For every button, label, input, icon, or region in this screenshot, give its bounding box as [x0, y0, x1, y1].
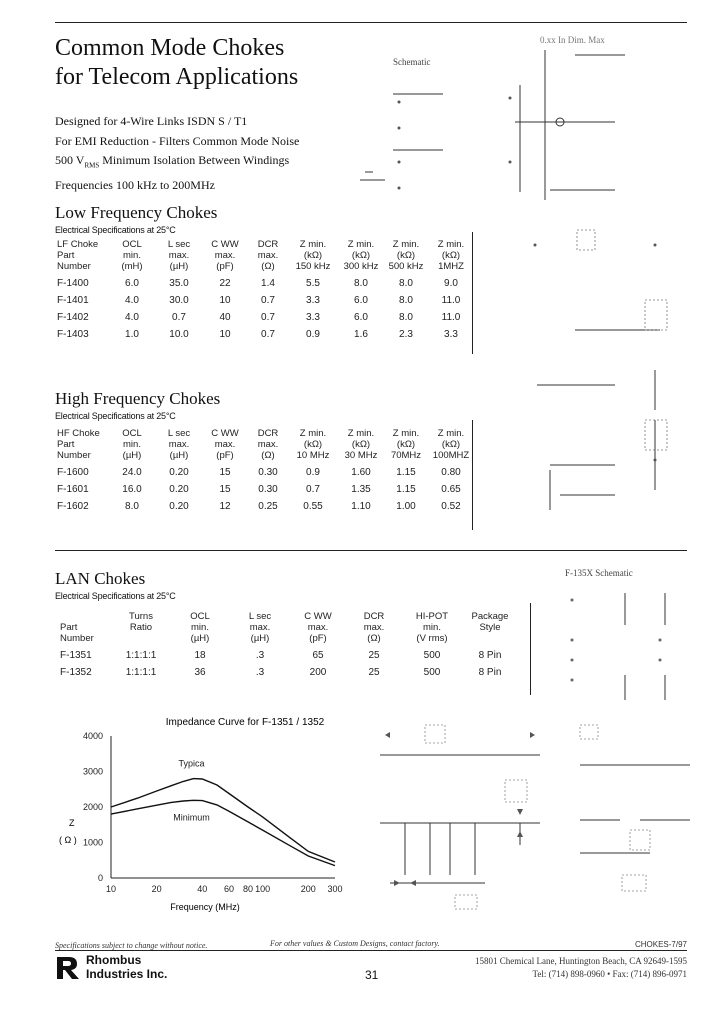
lan-chokes-table	[60, 611, 518, 681]
table-cell: 0.55	[303, 501, 323, 512]
header-cell: (pF)	[309, 633, 327, 644]
table-cell: 0.9	[306, 329, 320, 340]
y-tick-label: 2000	[82, 802, 103, 812]
company-line-2: Industries Inc.	[86, 967, 168, 981]
company-address	[475, 955, 687, 981]
y-axis-unit: ( Ω )	[59, 835, 77, 845]
table-header-row	[60, 633, 518, 647]
header-cell: L sec	[248, 611, 272, 622]
header-cell: Z min.	[347, 239, 375, 250]
table-header-row	[57, 450, 475, 464]
table-cell: 1.35	[351, 484, 371, 495]
dimension-note: 0.xx In Dim. Max	[540, 35, 605, 45]
table-divider	[530, 603, 531, 695]
table-cell: 15	[219, 467, 231, 478]
intro-rms: RMS	[84, 161, 100, 170]
table-cell: 0.30	[258, 484, 278, 495]
table-divider	[472, 232, 473, 354]
header-cell: Z min.	[299, 239, 327, 250]
intro-line: Designed for 4-Wire Links ISDN S / T1	[55, 114, 248, 128]
header-cell: LF Choke	[57, 239, 99, 250]
header-cell: Ratio	[129, 622, 153, 633]
top-rule	[55, 22, 687, 23]
header-cell: (pF)	[216, 450, 234, 461]
intro-line	[55, 151, 299, 176]
table-cell: 9.0	[444, 278, 458, 289]
x-tick-label: 10	[105, 884, 117, 894]
header-cell: OCL	[122, 428, 142, 439]
part-number: F-1400	[57, 278, 89, 289]
header-cell: max.	[257, 250, 279, 261]
header-cell: (kΩ)	[396, 250, 416, 261]
header-cell: Number	[57, 261, 91, 272]
table-cell: 0.9	[306, 467, 320, 478]
header-cell: 100MHZ	[432, 450, 470, 461]
header-cell: (V rms)	[416, 633, 448, 644]
table-header-row	[57, 239, 475, 250]
header-cell: C WW	[304, 611, 332, 622]
lan-chokes-title: LAN Chokes	[55, 569, 146, 588]
header-cell: (Ω)	[261, 261, 275, 272]
lan-schematic-label: F-135X Schematic	[565, 568, 633, 578]
part-number: F-1601	[57, 484, 89, 495]
header-cell: L sec	[167, 239, 191, 250]
x-tick-label: 60	[223, 884, 235, 894]
phone-fax: Tel: (714) 898-0960 • Fax: (714) 896-0971	[532, 969, 687, 979]
table-cell: 4.0	[125, 295, 139, 306]
part-number: F-1401	[57, 295, 89, 306]
intro-voltage: 500 V	[55, 153, 85, 167]
impedance-chart	[55, 712, 355, 917]
table-cell: 8.0	[125, 501, 139, 512]
table-cell: 10.0	[169, 329, 189, 340]
header-cell: HF Choke	[57, 428, 100, 439]
table-cell: 500	[423, 667, 441, 678]
table-row	[57, 292, 475, 309]
header-cell: max.	[168, 250, 190, 261]
table-cell: 11.0	[441, 295, 461, 306]
table-cell: 3.3	[444, 329, 458, 340]
header-cell: DCR	[363, 611, 385, 622]
low-frequency-title: Low Frequency Chokes	[55, 203, 218, 222]
header-cell	[60, 611, 112, 622]
y-tick-label: 0	[97, 873, 103, 883]
high-frequency-subtitle: Electrical Specifications at 25°C	[55, 411, 176, 421]
table-cell: 24.0	[122, 467, 142, 478]
header-cell: (kΩ)	[303, 250, 323, 261]
header-cell	[462, 633, 518, 647]
header-cell: Z min.	[392, 239, 420, 250]
table-cell: 500	[423, 650, 441, 661]
header-cell: (mH)	[121, 261, 143, 272]
table-row	[60, 647, 518, 664]
series-line-typical	[111, 779, 335, 862]
low-frequency-table	[57, 239, 475, 343]
table-cell: 1:1:1:1	[125, 667, 157, 678]
header-cell: Package	[471, 611, 509, 622]
header-cell: (kΩ)	[396, 439, 416, 450]
part-number: F-1351	[60, 650, 92, 661]
header-cell: 10 MHz	[296, 450, 330, 461]
table-cell: 1.6	[354, 329, 368, 340]
header-cell: min.	[423, 622, 441, 633]
table-row	[60, 664, 518, 681]
series-label: Minimum	[173, 812, 210, 823]
part-number: F-1602	[57, 501, 89, 512]
table-cell: 0.65	[441, 484, 461, 495]
header-cell: max.	[214, 250, 236, 261]
intro-line: Frequencies 100 kHz to 200MHz	[55, 177, 215, 192]
company-name	[86, 953, 167, 981]
table-cell: 0.7	[261, 312, 275, 323]
table-cell: 1.00	[396, 501, 416, 512]
table-row	[57, 275, 475, 292]
header-cell: OCL	[122, 239, 142, 250]
y-axis-label: Z	[69, 818, 75, 828]
intro-line: For EMI Reduction - Filters Common Mode Noise	[55, 133, 300, 148]
table-cell: 8 Pin	[478, 650, 502, 661]
header-cell: Turns	[129, 611, 153, 622]
table-cell: 35.0	[169, 278, 189, 289]
table-cell: 0.7	[261, 295, 275, 306]
header-cell: DCR	[257, 239, 279, 250]
header-cell: (kΩ)	[441, 439, 461, 450]
table-divider	[472, 420, 473, 530]
table-cell: 36	[194, 667, 206, 678]
table-cell: 1.10	[351, 501, 371, 512]
table-cell: 30.0	[169, 295, 189, 306]
table-cell: 22	[219, 278, 231, 289]
table-cell: 16.0	[122, 484, 142, 495]
table-cell: 4.0	[125, 312, 139, 323]
table-cell: .3	[255, 667, 265, 678]
header-cell: 1MHZ	[438, 261, 464, 272]
x-tick-label: 300	[327, 884, 343, 894]
header-cell: Z min.	[347, 428, 375, 439]
header-cell: 500 kHz	[388, 261, 424, 272]
table-cell: 11.0	[441, 312, 461, 323]
table-cell: 0.20	[169, 467, 189, 478]
header-cell: max.	[214, 439, 236, 450]
table-cell: 3.3	[306, 312, 320, 323]
intro-text	[55, 112, 299, 195]
header-cell: DCR	[257, 428, 279, 439]
high-frequency-table	[57, 428, 475, 515]
table-cell: 6.0	[354, 295, 368, 306]
document-code: CHOKES-7/97	[634, 940, 687, 949]
table-cell: 8.0	[399, 295, 413, 306]
header-cell: max.	[363, 622, 385, 633]
header-cell: 30 MHz	[344, 450, 378, 461]
series-label: Typica	[178, 758, 205, 769]
header-cell: 150 kHz	[295, 261, 331, 272]
table-cell: 8 Pin	[478, 667, 502, 678]
header-cell: Z min.	[392, 428, 420, 439]
table-row	[57, 464, 475, 481]
x-tick-label: 80	[242, 884, 253, 894]
table-cell: 1.0	[125, 329, 139, 340]
high-frequency-title: High Frequency Chokes	[55, 389, 221, 408]
table-cell: 0.7	[172, 312, 186, 323]
header-cell	[112, 633, 170, 647]
header-cell: (pF)	[216, 261, 234, 272]
low-frequency-subtitle: Electrical Specifications at 25°C	[55, 225, 176, 235]
table-cell: 0.30	[258, 467, 278, 478]
table-header-row	[57, 261, 475, 275]
x-tick-label: 20	[151, 884, 162, 894]
part-number: F-1402	[57, 312, 89, 323]
header-cell: min.	[123, 250, 141, 261]
header-cell: (µH)	[122, 450, 142, 461]
x-tick-label: 100	[255, 884, 271, 894]
part-number: F-1403	[57, 329, 89, 340]
table-row	[57, 498, 475, 515]
header-cell: min.	[191, 622, 209, 633]
header-cell: Number	[60, 633, 94, 644]
package-outline-drawing	[370, 715, 550, 925]
x-axis-label: Frequency (MHz)	[170, 902, 240, 912]
table-cell: 25	[368, 667, 380, 678]
table-header-row	[57, 428, 475, 439]
table-row	[57, 481, 475, 498]
table-cell: 40	[219, 312, 231, 323]
table-cell: 18	[194, 650, 206, 661]
header-cell: (µH)	[169, 450, 189, 461]
header-cell: (Ω)	[367, 633, 381, 644]
schematic-label: Schematic	[393, 57, 431, 67]
table-cell: 1.4	[261, 278, 275, 289]
chart-title: Impedance Curve for F-1351 / 1352	[165, 717, 325, 728]
header-cell: C WW	[211, 239, 239, 250]
table-cell: 1:1:1:1	[125, 650, 157, 661]
header-cell: Part	[57, 439, 75, 450]
header-cell: max.	[168, 439, 190, 450]
company-line-1: Rhombus	[86, 953, 142, 967]
header-cell: HI-POT	[415, 611, 449, 622]
table-cell: 10	[219, 329, 231, 340]
header-cell: Z min.	[437, 428, 465, 439]
table-cell: 0.80	[441, 467, 461, 478]
table-cell: 6.0	[354, 312, 368, 323]
y-tick-label: 1000	[82, 837, 103, 848]
header-cell: 300 kHz	[343, 261, 379, 272]
table-cell: 25	[368, 650, 380, 661]
table-cell: 15	[219, 484, 231, 495]
table-header-row	[60, 622, 518, 633]
table-cell: 0.52	[441, 501, 461, 512]
table-cell: 2.3	[399, 329, 413, 340]
y-tick-label: 3000	[82, 766, 103, 777]
header-cell: L sec	[167, 428, 191, 439]
table-cell: 12	[219, 501, 231, 512]
table-header-row	[57, 439, 475, 450]
header-cell: min.	[123, 439, 141, 450]
table-cell: 1.15	[396, 484, 416, 495]
header-cell: (µH)	[250, 633, 270, 644]
table-header-row	[60, 611, 518, 622]
table-cell: 10	[219, 295, 231, 306]
header-cell: max.	[249, 622, 271, 633]
part-number: F-1352	[60, 667, 92, 678]
series-line-minimum	[111, 800, 335, 865]
custom-design-note: For other values & Custom Designs, contact factory.	[270, 939, 440, 948]
table-cell: 5.5	[306, 278, 320, 289]
header-cell: Z min.	[437, 239, 465, 250]
part-number: F-1600	[57, 467, 89, 478]
header-cell: Z min.	[299, 428, 327, 439]
intro-isolation: Minimum Isolation Between Windings	[99, 153, 290, 167]
header-cell: (kΩ)	[441, 250, 461, 261]
footer-rule	[55, 950, 687, 951]
table-cell: 8.0	[399, 278, 413, 289]
table-row	[57, 309, 475, 326]
table-cell: 8.0	[354, 278, 368, 289]
header-cell: (kΩ)	[303, 439, 323, 450]
header-cell: Part	[57, 250, 75, 261]
header-cell: OCL	[190, 611, 210, 622]
table-cell: 3.3	[306, 295, 320, 306]
header-cell: max.	[307, 622, 329, 633]
street-address: 15801 Chemical Lane, Huntington Beach, CA 92649-1595	[475, 956, 687, 966]
header-cell: Style	[479, 622, 501, 633]
spec-notice: Specifications subject to change without notice.	[55, 941, 208, 950]
rhombus-logo-icon	[55, 955, 81, 981]
table-cell: 6.0	[125, 278, 139, 289]
header-cell: Part	[60, 622, 78, 633]
header-cell: C WW	[211, 428, 239, 439]
table-cell: 1.15	[396, 467, 416, 478]
table-cell: 65	[312, 650, 324, 661]
table-cell: 0.7	[261, 329, 275, 340]
y-tick-label: 4000	[82, 731, 103, 741]
table-cell: .3	[255, 650, 265, 661]
page-number: 31	[365, 968, 379, 982]
header-cell: (kΩ)	[351, 439, 371, 450]
table-cell: 0.20	[169, 501, 189, 512]
header-cell: max.	[257, 439, 279, 450]
header-cell: (µH)	[169, 261, 189, 272]
title-line-2: for Telecom Applications	[55, 64, 299, 90]
table-header-row	[57, 250, 475, 261]
header-cell: 70MHz	[390, 450, 422, 461]
table-cell: 0.7	[306, 484, 320, 495]
header-cell: (µH)	[190, 633, 210, 644]
header-cell: (kΩ)	[351, 250, 371, 261]
title-line-1: Common Mode Chokes	[55, 35, 285, 61]
table-cell: 1.60	[351, 467, 371, 478]
table-cell: 0.20	[169, 484, 189, 495]
table-cell: 200	[309, 667, 327, 678]
table-row	[57, 326, 475, 343]
header-cell: (Ω)	[261, 450, 275, 461]
header-cell: Number	[57, 450, 91, 461]
lan-chokes-subtitle: Electrical Specifications at 25°C	[55, 591, 176, 601]
page-title	[55, 34, 298, 92]
section-rule	[55, 550, 687, 551]
x-tick-label: 40	[197, 884, 208, 894]
lan-schematic-drawing	[540, 585, 700, 925]
table-cell: 8.0	[399, 312, 413, 323]
table-cell: 0.25	[258, 501, 278, 512]
x-tick-label: 200	[300, 884, 316, 894]
